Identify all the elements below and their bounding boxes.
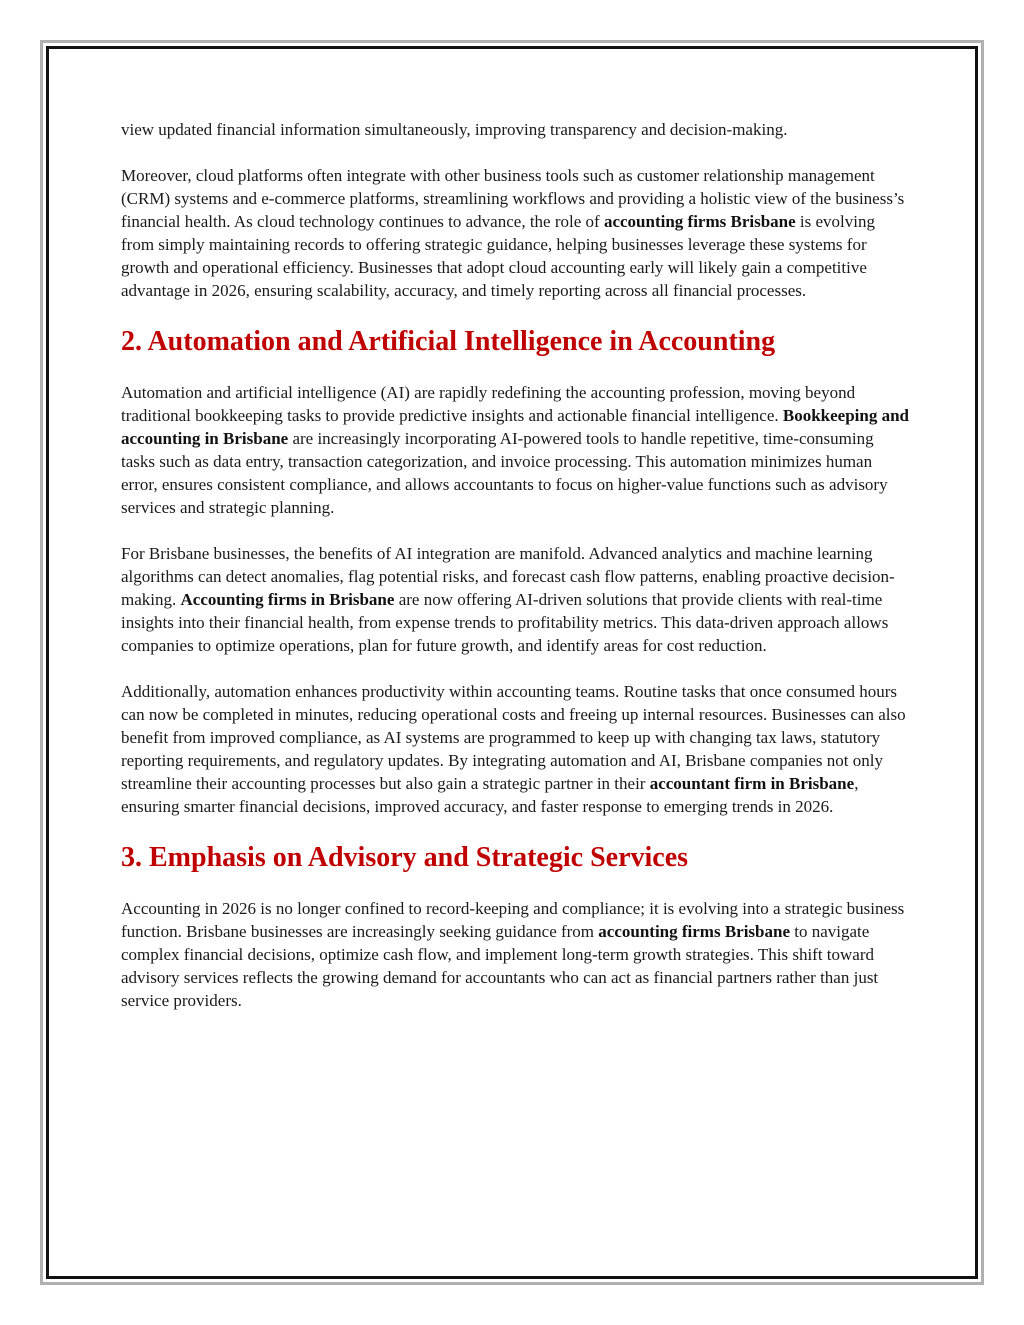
text-run: , ensuring smarter financial decisions, improved accuracy, and faster response to emerging trends in 2026. — [121, 774, 859, 816]
paragraph-automation-ai — [121, 381, 911, 519]
text-run: Accounting in 2026 is no longer confined to record-keeping and compliance; it is evolving into a strategic business function. Brisbane businesses are increasingly seeking guidance from — [121, 899, 905, 941]
keyword-bold: Bookkeeping and accounting in Brisbane — [121, 406, 910, 448]
text-run: Moreover, cloud platforms often integrate with other business tools such as customer relationship management (CRM) systems and e-commerce platforms, streamlining workflows and providing a holistic view of the business’s financial health. As cloud technology continues to advance, the role of — [121, 166, 905, 231]
text-run: is evolving from simply maintaining records to offering strategic guidance, helping businesses leverage these systems for growth and operational efficiency. Businesses that adopt cloud accounting early will likely gain a competitive advantage in 2026, ensuring scalability, accuracy, and timely reporting across all financial processes. — [121, 212, 876, 300]
text-run: For Brisbane businesses, the benefits of AI integration are manifold. Advanced analytics and machine learning algorithms can detect anomalies, flag potential risks, and forecast cash flow patterns, enabling proactive decision-making. — [121, 544, 895, 609]
paragraph-continued: view updated financial information simultaneously, improving transparency and decision-making. — [121, 120, 788, 139]
text-run: to navigate complex financial decisions, optimize cash flow, and implement long-term growth strategies. This shift toward advisory services reflects the growing demand for accountants who can act as financial partners rather than just service providers. — [121, 922, 879, 1010]
paragraph-cloud-integration — [121, 164, 911, 302]
text-run: are increasingly incorporating AI-powered tools to handle repetitive, time-consuming tasks such as data entry, transaction categorization, and invoice processing. This automation minimizes human error, ensures consistent compliance, and allows accountants to focus on higher-value functions such as advisory services and strategic planning. — [121, 429, 888, 517]
paragraph-productivity — [121, 680, 911, 818]
keyword-bold: accounting firms Brisbane — [603, 212, 796, 231]
section-heading-advisory: 3. Emphasis on Advisory and Strategic Services — [121, 842, 689, 873]
text-run: Additionally, automation enhances productivity within accounting teams. Routine tasks that once consumed hours can now be completed in minutes, reducing operational costs and freeing up internal resources. Businesses can also benefit from improved compliance, as AI systems are programmed to keep up with changing tax laws, statutory reporting requirements, and regulatory updates. By integrating automation and AI, Brisbane companies not only streamline their accounting processes but also gain a strategic partner in their — [121, 682, 906, 793]
keyword-bold: Accounting firms in Brisbane — [180, 590, 395, 609]
text-run: Automation and artificial intelligence (AI) are rapidly redefining the accounting profession, moving beyond traditional bookkeeping tasks to provide predictive insights and actionable financial intelligence. — [121, 383, 856, 425]
keyword-bold: accountant firm in Brisbane — [649, 774, 855, 793]
document-body — [121, 118, 911, 1035]
section-heading-automation: 2. Automation and Artificial Intelligence in Accounting — [121, 326, 776, 357]
paragraph-advisory — [121, 897, 911, 1012]
paragraph-ai-benefits — [121, 542, 911, 657]
text-run: are now offering AI-driven solutions that provide clients with real-time insights into their financial health, from expense trends to profitability metrics. This data-driven approach allows companies to optimize operations, plan for future growth, and identify areas for cost reduction. — [121, 590, 889, 655]
keyword-bold: accounting firms Brisbane — [598, 922, 791, 941]
